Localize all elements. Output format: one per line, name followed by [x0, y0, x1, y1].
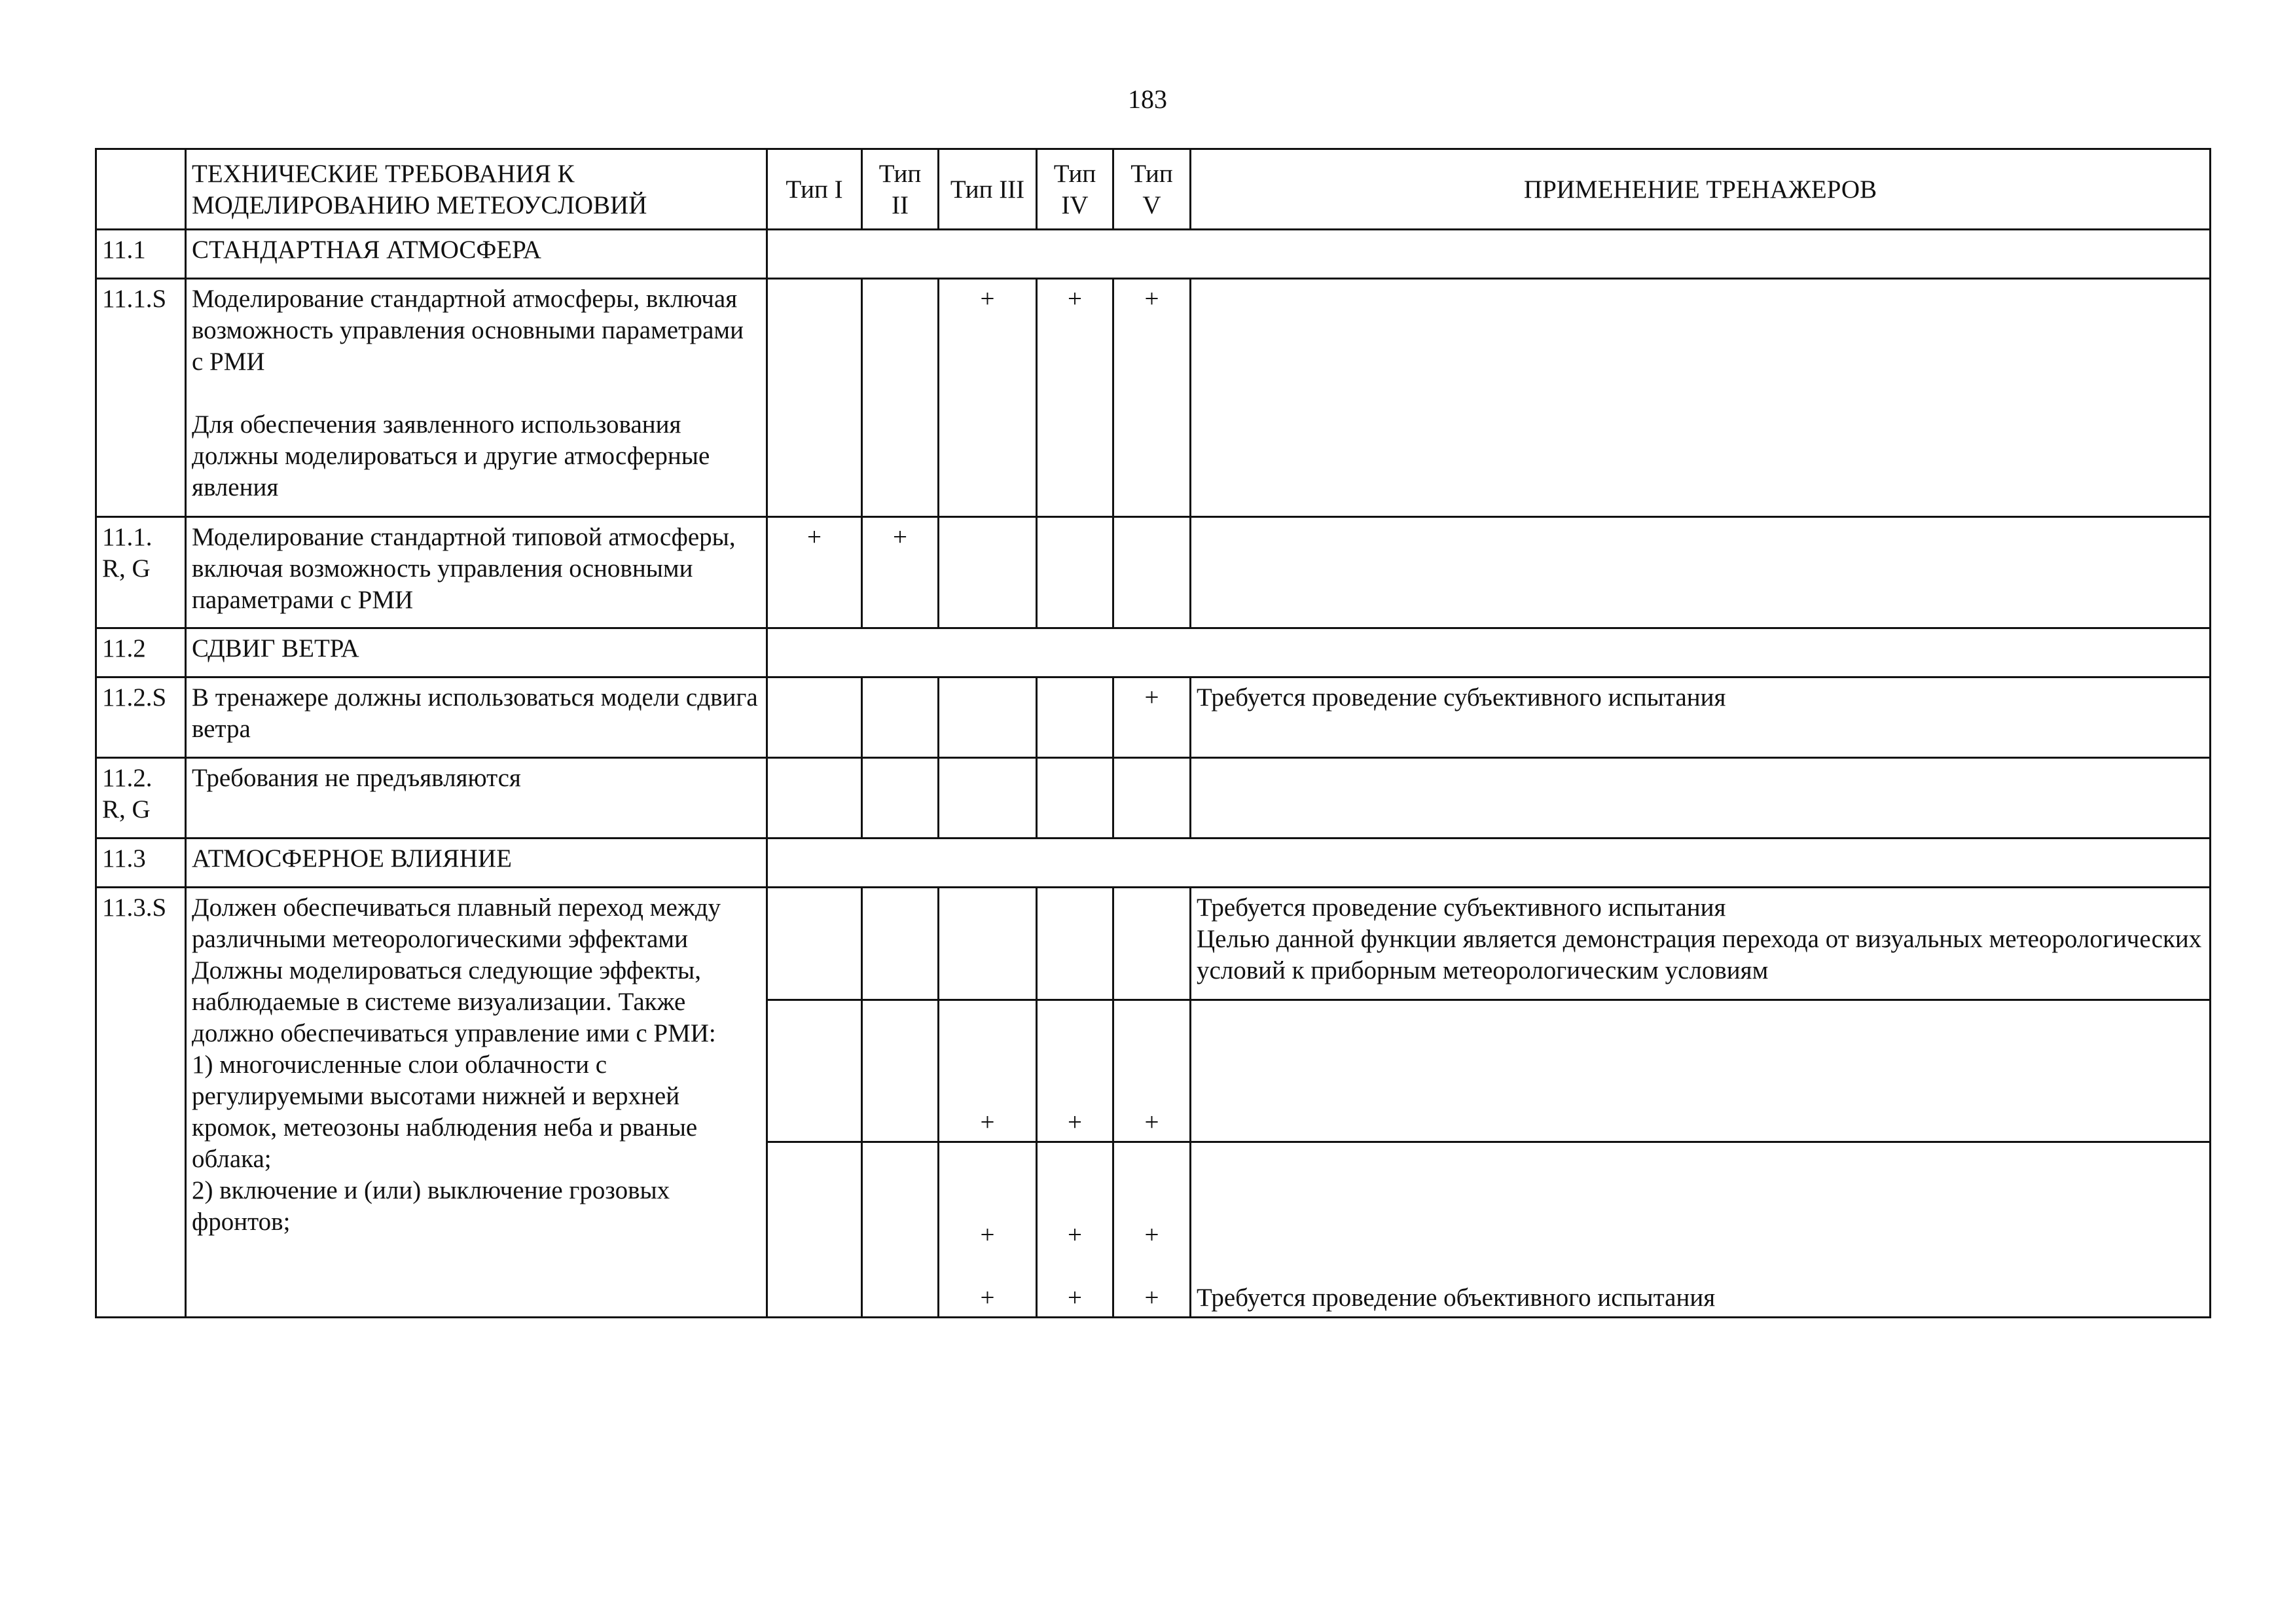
application-text-part: Требуется проведение субъективного испытания [1197, 893, 1726, 922]
header-type-1: Тип I [767, 149, 862, 230]
header-type-2: Тип II [862, 149, 939, 230]
section-empty-cell [767, 230, 2211, 279]
type-2-mark: + [862, 517, 939, 628]
type-1-mark [767, 888, 862, 1000]
type-2-mark [862, 279, 939, 517]
application-text-part: Целью данной функции является демонстрация перехода от визуальных метеорологических условий к приборным метеорологическим условиям [1197, 925, 2202, 984]
application-text [1191, 1000, 2211, 1142]
row-number: 11.3 [96, 839, 186, 888]
requirement-text: Моделирование стандартной типовой атмосферы, включая возможность управления основными параметрами с РМИ [186, 517, 767, 628]
table-row [96, 279, 2211, 517]
type-3-mark: + [980, 1221, 995, 1249]
requirement-text [186, 888, 767, 1318]
requirements-table [95, 148, 2211, 1318]
type-3-mark [939, 888, 1037, 1000]
requirement-text-part: 2) включение и (или) выключение грозовых фронтов; [192, 1176, 670, 1236]
type-3-mark: + [939, 1000, 1037, 1142]
requirement-text-part: Должны моделироваться следующие эффекты, наблюдаемые в системе визуализации. Также должно обеспечиваться управление ими с РМИ: [192, 956, 716, 1047]
type-5-mark [1113, 517, 1191, 628]
type-2-mark [862, 1000, 939, 1142]
row-number: 11.1 [96, 230, 186, 279]
application-text [1191, 888, 2211, 1000]
row-number: 11.2.S [96, 677, 186, 758]
type-3-mark-cell [939, 1142, 1037, 1318]
section-empty-cell [767, 839, 2211, 888]
type-4-mark: + [1068, 1221, 1082, 1249]
requirement-text-part: Моделирование стандартной атмосферы, включая возможность управления основными параметрами с РМИ [192, 285, 744, 376]
application-text: Требуется проведение субъективного испытания [1191, 677, 2211, 758]
type-1-mark [767, 1000, 862, 1142]
type-5-mark: + [1144, 1221, 1159, 1249]
type-4-mark [1037, 517, 1113, 628]
type-3-mark [939, 517, 1037, 628]
requirement-text-part: Должен обеспечиваться плавный переход между различными метеорологическими эффектами [192, 893, 721, 953]
type-4-mark [1037, 888, 1113, 1000]
header-row [96, 149, 2211, 230]
application-text [1191, 758, 2211, 839]
application-text [1191, 517, 2211, 628]
type-5-mark-cell [1113, 1142, 1191, 1318]
header-number-cell [96, 149, 186, 230]
type-5-mark: + [1113, 1000, 1191, 1142]
section-title: СДВИГ ВЕТРА [186, 628, 767, 677]
type-3-mark [939, 758, 1037, 839]
type-3-mark: + [939, 279, 1037, 517]
requirement-text: Требования не предъявляются [186, 758, 767, 839]
requirement-text [186, 279, 767, 517]
table-row [96, 517, 2211, 628]
header-type-4: Тип IV [1037, 149, 1113, 230]
type-5-mark: + [1144, 1284, 1159, 1312]
type-4-mark [1037, 677, 1113, 758]
section-row [96, 839, 2211, 888]
section-title: СТАНДАРТНАЯ АТМОСФЕРА [186, 230, 767, 279]
type-4-mark: + [1068, 1284, 1082, 1312]
type-1-mark-cell [767, 1142, 862, 1318]
application-text [1191, 279, 2211, 517]
row-number: 11.2 [96, 628, 186, 677]
requirement-text: В тренажере должны использоваться модели сдвига ветра [186, 677, 767, 758]
type-5-mark: + [1113, 677, 1191, 758]
type-4-mark-cell [1037, 1142, 1113, 1318]
type-4-mark: + [1037, 1000, 1113, 1142]
type-5-mark [1113, 758, 1191, 839]
type-1-mark [767, 677, 862, 758]
type-3-mark: + [980, 1284, 995, 1312]
section-row [96, 230, 2211, 279]
type-4-mark [1037, 758, 1113, 839]
type-4-mark: + [1037, 279, 1113, 517]
section-empty-cell [767, 628, 2211, 677]
table-row [96, 677, 2211, 758]
type-2-mark [862, 677, 939, 758]
requirement-text-part: Для обеспечения заявленного использования должны моделироваться и другие атмосферные явления [192, 410, 710, 501]
requirement-text-part: 1) многочисленные слои облачности с регулируемыми высотами нижней и верхней кромок, метеозоны наблюдения неба и рваные облака; [192, 1051, 698, 1173]
type-1-mark [767, 279, 862, 517]
type-2-mark [862, 758, 939, 839]
application-text: Требуется проведение объективного испытания [1191, 1142, 2211, 1318]
type-3-mark [939, 677, 1037, 758]
row-number: 11.2. R, G [96, 758, 186, 839]
header-type-5: Тип V [1113, 149, 1191, 230]
type-2-mark-cell [862, 1142, 939, 1318]
header-type-3: Тип III [939, 149, 1037, 230]
table-row [96, 758, 2211, 839]
header-application: ПРИМЕНЕНИЕ ТРЕНАЖЕРОВ [1191, 149, 2211, 230]
type-5-mark: + [1113, 279, 1191, 517]
type-1-mark [767, 758, 862, 839]
page-number: 183 [1128, 84, 1167, 114]
row-number: 11.1.S [96, 279, 186, 517]
section-row [96, 628, 2211, 677]
type-5-mark [1113, 888, 1191, 1000]
type-1-mark: + [767, 517, 862, 628]
section-title: АТМОСФЕРНОЕ ВЛИЯНИЕ [186, 839, 767, 888]
header-requirements: ТЕХНИЧЕСКИЕ ТРЕБОВАНИЯ К МОДЕЛИРОВАНИЮ МЕТЕОУСЛОВИЙ [186, 149, 767, 230]
row-number: 11.1. R, G [96, 517, 186, 628]
row-number: 11.3.S [96, 888, 186, 1318]
table-row [96, 888, 2211, 1000]
type-2-mark [862, 888, 939, 1000]
